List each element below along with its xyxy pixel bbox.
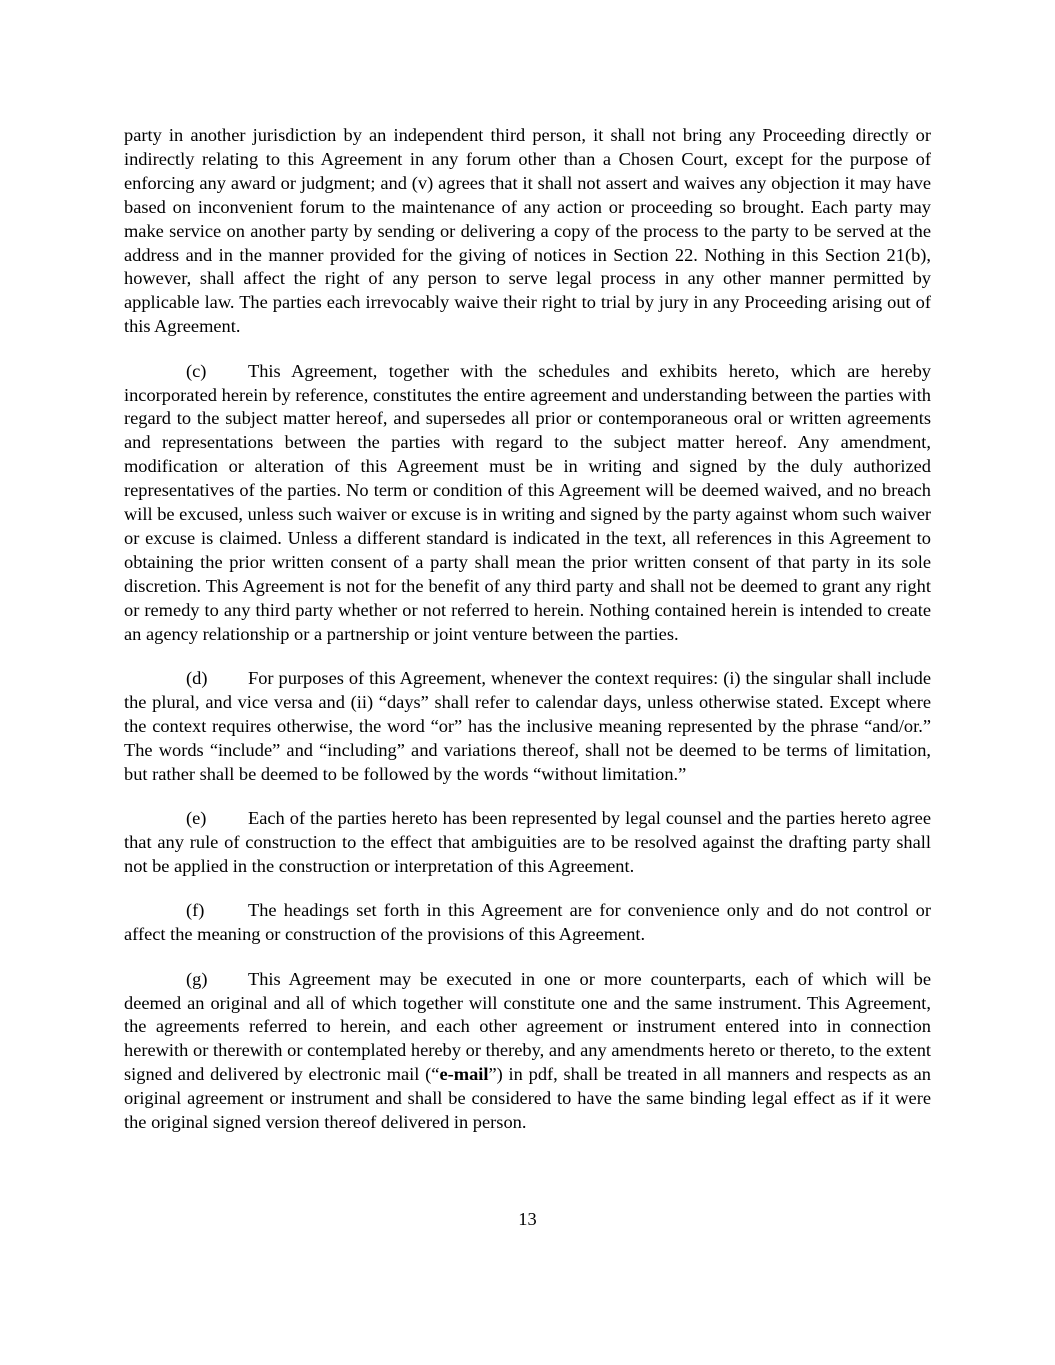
paragraph-label: (g) bbox=[186, 968, 208, 989]
paragraph-f bbox=[124, 899, 931, 947]
paragraph-text: party in another jurisdiction by an independent third person, it shall not bring any Proceeding directly or indirectly relating to this Agreement in any forum other than a Chosen Court, except for the purpose of enforcing any award or judgment; and (v) agrees that it shall not assert and waives any objection it may have based on inconvenient forum to the maintenance of any action or proceeding so brought. Each party may make service on another party by sending or delivering a copy of the process to the party to be served at the address and in the manner provided for the giving of notices in Section 22. Nothing in this Section 21(b), however, shall affect the right of any person to serve legal process in any other manner permitted by applicable law. The parties each irrevocably waive their right to trial by jury in any Proceeding arising out of this Agreement. bbox=[124, 125, 931, 337]
paragraph-label: (e) bbox=[186, 808, 207, 829]
paragraph-label: (f) bbox=[186, 900, 205, 921]
paragraph-g bbox=[124, 968, 931, 1135]
paragraph-d bbox=[124, 667, 931, 787]
paragraph-e bbox=[124, 807, 931, 879]
paragraph-c bbox=[124, 360, 931, 647]
paragraph-text: For purposes of this Agreement, whenever the context requires: (i) the singular shall include the plural, and vice versa and (ii) “days” shall refer to calendar days, unless otherwise stated. Except where the context requires otherwise, the word “or” has the inclusive meaning represented by the phrase “and/or.” The words “include” and “including” and variations thereof, shall not be deemed to be terms of limitation, but rather shall be deemed to be followed by the words “without limitation.” bbox=[124, 668, 931, 784]
paragraph-text: Each of the parties hereto has been represented by legal counsel and the parties hereto agree that any rule of construction to the effect that ambiguities are to be resolved against the drafting party shall not be applied in the construction or interpretation of this Agreement. bbox=[124, 808, 931, 876]
paragraph-text: The headings set forth in this Agreement are for convenience only and do not control or affect the meaning or construction of the provisions of this Agreement. bbox=[124, 900, 931, 945]
paragraph-text-before: This Agreement may be executed in one or more counterparts, each of which will be deemed an original and all of which together will constitute one and the same instrument. This Agreement, the agreements referred to herein, and each other agreement or instrument entered into in connection herewith or therewith or contemplated hereby or thereby, and any amendments hereto or thereto, to the extent signed and delivered by electronic mail (“ bbox=[124, 968, 931, 1085]
document-page bbox=[124, 124, 931, 1155]
paragraph-b-continued bbox=[124, 124, 931, 339]
paragraph-text: This Agreement, together with the schedules and exhibits hereto, which are hereby incorporated herein by reference, constitutes the entire agreement and understanding between the parties with regard to the subject matter hereof, and supersedes all prior or contemporaneous oral or written agreements and representations between the parties with regard to the subject matter hereof. Any amendment, modification or alteration of this Agreement must be in writing and signed by the duly authorized representatives of the parties. No term or condition of this Agreement will be deemed waived, and no breach will be excused, unless such waiver or excuse is in writing and signed by the party against whom such waiver or excuse is claimed. Unless a different standard is indicated in the text, all references in this Agreement to obtaining the prior written consent of a party shall mean the prior written consent of that party in its sole discretion. This Agreement is not for the benefit of any third party and shall not be deemed to grant any right or remedy to any third party whether or not referred to herein. Nothing contained herein is intended to create an agency relationship or a partnership or joint venture between the parties. bbox=[124, 360, 931, 644]
defined-term-email: e-mail bbox=[439, 1064, 489, 1085]
paragraph-label: (c) bbox=[186, 360, 207, 381]
paragraph-label: (d) bbox=[186, 668, 208, 689]
page-number: 13 bbox=[518, 1209, 537, 1229]
paragraph-text-after: ”) in pdf, shall be treated in all manners and respects as an original agreement or instrument and shall be considered to have the same binding legal effect as if it were the original signed version thereof delivered in person. bbox=[124, 1064, 931, 1133]
